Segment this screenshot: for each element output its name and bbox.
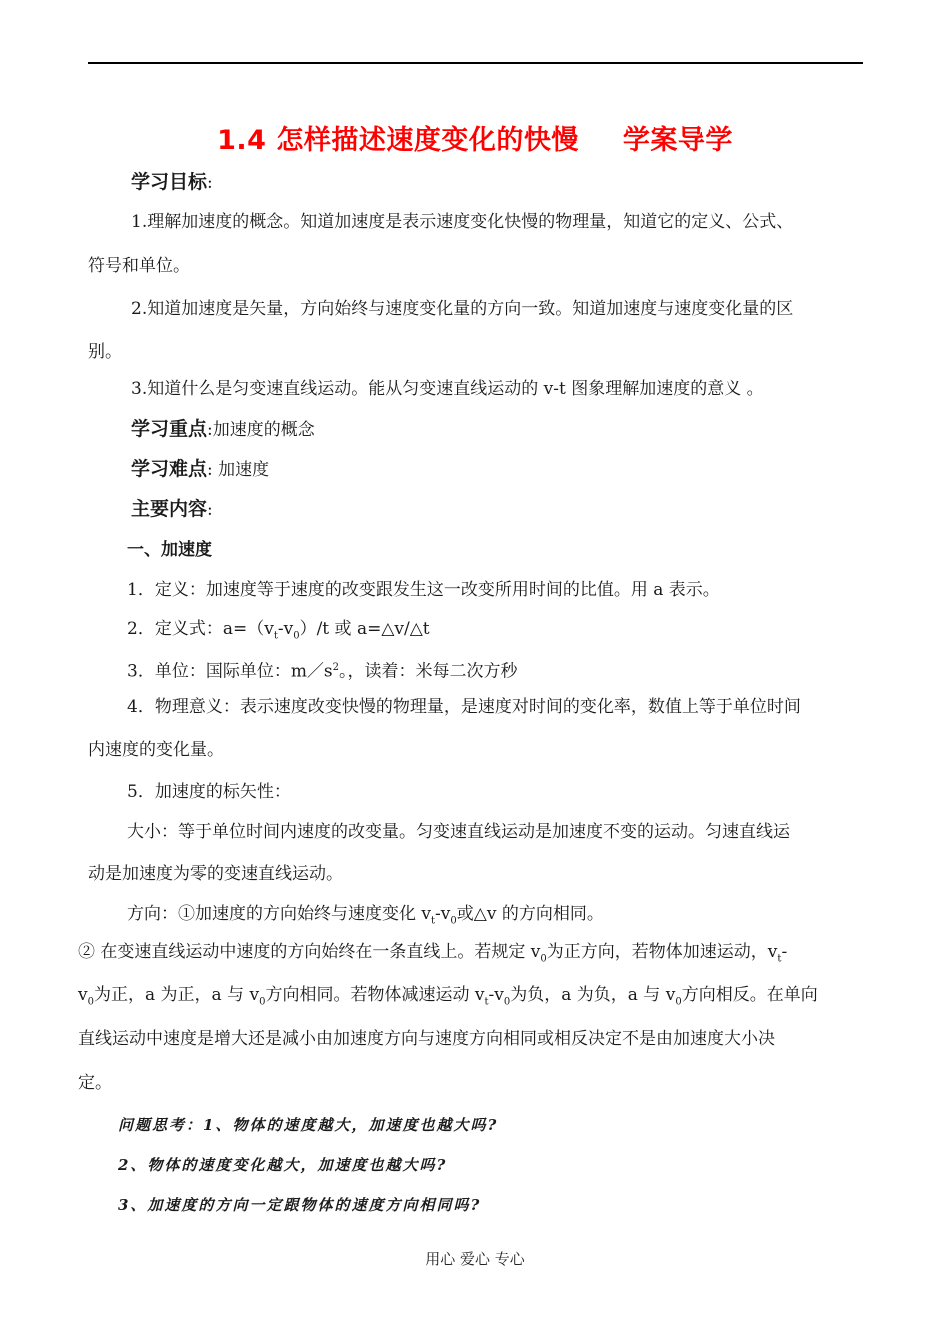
direction-2-line-1: ② 在变速直线运动中速度的方向始终在一条直线上。若规定 $v_0$为正方向，若物体加速运动，$v_t-$ [78, 942, 788, 965]
header-rule [88, 62, 863, 64]
goals-colon: : [207, 173, 213, 193]
unit: 3．单位：国际单位：$m/s^2$。，读着：米每二次方秒 [127, 661, 518, 682]
definition: 1．定义：加速度等于速度的改变跟发生这一改变所用时间的比值。用 a 表示。 [127, 580, 720, 600]
content-line [131, 497, 213, 522]
question-2: 2、物体的速度变化越大，加速度也越大吗? [118, 1156, 448, 1174]
question-3: 3、加速度的方向一定跟物体的速度方向相同吗? [118, 1196, 482, 1214]
goals-heading-line [131, 170, 213, 195]
content-label: 主要内容 [131, 498, 208, 520]
direction-2-line-2: $v_0$为正，a 为正，a 与 $v_0$方向相同。若物体减速运动 $v_t-v_0$为负，a 为负，a 与 $v_0$方向相反。在单向 [78, 985, 818, 1008]
content-colon: : [207, 500, 213, 520]
magnitude-line-2: 动是加速度为零的变速直线运动。 [88, 864, 343, 884]
goal-1-line-1: 1.理解加速度的概念。知道加速度是表示速度变化快慢的物理量，知道它的定义、公式、 [131, 212, 794, 232]
direction-1: 方向：①加速度的方向始终与速度变化 $v_t-v_0$或△v 的方向相同。 [127, 904, 604, 927]
goal-1-line-2: 符号和单位。 [88, 256, 190, 276]
focus-line [131, 417, 315, 442]
meaning-line-1: 4．物理意义：表示速度改变快慢的物理量，是速度对时间的变化率，数值上等于单位时间 [127, 697, 801, 717]
title-sub: 学案导学 [622, 125, 733, 156]
vector-property: 5．加速度的标矢性： [127, 782, 291, 802]
direction-2-line-4: 定。 [78, 1073, 112, 1093]
difficulty-line [131, 457, 269, 482]
goals-heading: 学习目标 [131, 171, 208, 193]
question-1: 问题思考：1、物体的速度越大，加速度也越大吗? [118, 1116, 499, 1134]
difficulty-text: : 加速度 [207, 460, 270, 480]
goal-3: 3.知道什么是匀变速直线运动。能从匀变速直线运动的 v-t 图象理解加速度的意义 。 [131, 379, 764, 399]
direction-2-line-3: 直线运动中速度是增大还是减小由加速度方向与速度方向相同或相反决定不是由加速度大小决 [78, 1029, 775, 1049]
goal-2-line-1: 2.知道加速度是矢量，方向始终与速度变化量的方向一致。知道加速度与速度变化量的区 [131, 299, 794, 319]
magnitude-line-1: 大小：等于单位时间内速度的改变量。匀变速直线运动是加速度不变的运动。匀速直线运 [127, 822, 790, 842]
title-main: 1.4 怎样描述速度变化的快慢 [217, 125, 579, 156]
focus-text: :加速度的概念 [207, 420, 315, 440]
difficulty-label: 学习难点 [131, 458, 208, 480]
focus-label: 学习重点 [131, 418, 208, 440]
meaning-line-2: 内速度的变化量。 [88, 740, 224, 760]
goal-2-line-2: 别。 [88, 342, 122, 362]
section-heading: 一、加速度 [127, 540, 212, 560]
formula: 2．定义式：$a=(v_t-v_0)/t$ 或 a=△v/△t [127, 619, 430, 642]
page-footer: 用心 爱心 专心 [425, 1250, 525, 1268]
page-title [0, 118, 950, 157]
